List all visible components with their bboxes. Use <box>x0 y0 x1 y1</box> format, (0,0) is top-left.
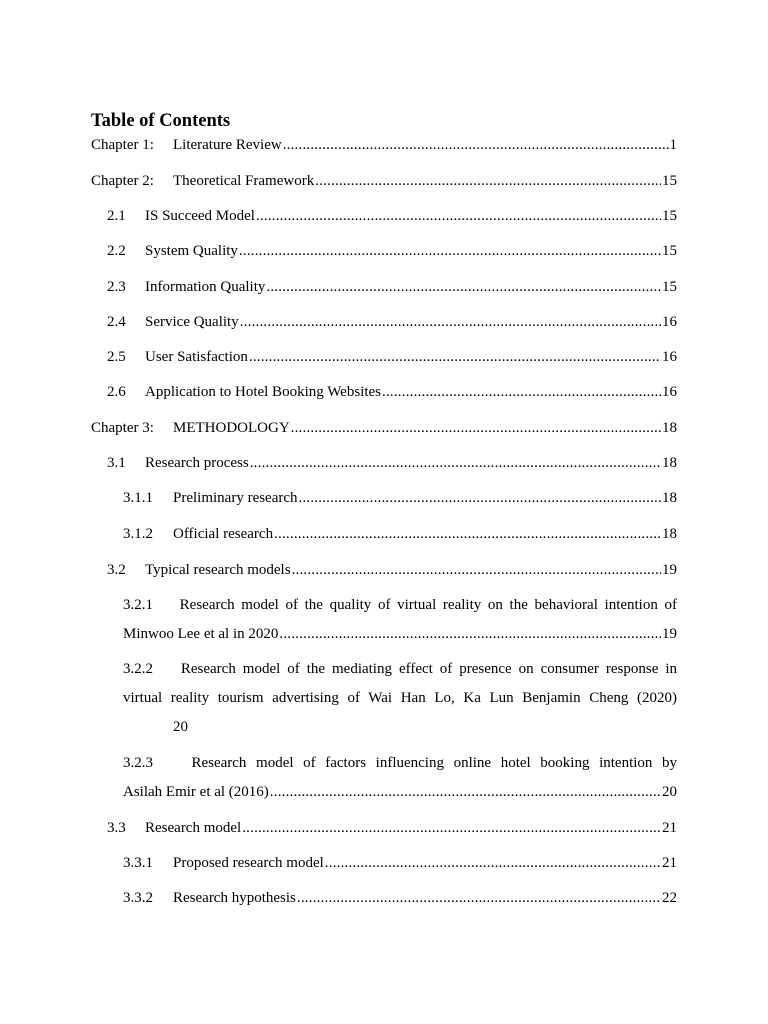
toc-entry-continuation[interactable] <box>173 718 188 736</box>
toc-entry-number: 3.1 <box>107 455 126 471</box>
toc-page-number: 18 <box>662 420 677 436</box>
toc-entry[interactable] <box>123 754 677 772</box>
toc-entry-number: 3.3 <box>107 820 126 836</box>
toc-entry-text: Application to Hotel Booking Websites <box>145 384 381 400</box>
toc-entry-number: Chapter 3: <box>91 420 154 436</box>
toc-title: Table of Contents <box>91 111 231 131</box>
toc-page-number: 22 <box>662 890 677 906</box>
toc-entry[interactable] <box>107 278 677 296</box>
toc-page-number: 1 <box>669 137 677 153</box>
toc-entry-number: 3.3.1 <box>123 855 153 871</box>
toc-entry[interactable] <box>107 207 677 225</box>
toc-entry-line1 <box>123 660 677 678</box>
toc-entry-number: 3.1.1 <box>123 490 153 506</box>
toc-entry-line1 <box>123 754 677 772</box>
toc-entry-number: Chapter 1: <box>91 137 154 153</box>
toc-entry-text: Asilah Emir et al (2016) <box>123 784 269 800</box>
toc-entry[interactable] <box>107 454 677 472</box>
toc-dot-leader <box>256 207 661 225</box>
toc-entry-text: Research hypothesis <box>173 890 296 906</box>
toc-page-number: 18 <box>662 490 677 506</box>
toc-page-number: 15 <box>662 208 677 224</box>
toc-dot-leader <box>240 313 661 331</box>
toc-entry-line1 <box>123 596 677 614</box>
toc-entry-number: 2.2 <box>107 243 126 259</box>
toc-entry-number: 3.2.1 <box>123 597 153 613</box>
toc-dot-leader <box>292 561 661 579</box>
toc-dot-leader <box>382 383 661 401</box>
toc-entry[interactable] <box>123 889 677 907</box>
toc-entry-text: Typical research models <box>145 562 291 578</box>
toc-entry[interactable] <box>91 172 677 190</box>
toc-entry[interactable] <box>107 313 677 331</box>
toc-page-number: 16 <box>662 314 677 330</box>
toc-page-number: 18 <box>662 455 677 471</box>
toc-page-number: 15 <box>662 173 677 189</box>
toc-entry-number: 2.6 <box>107 384 126 400</box>
toc-entry-text: Information Quality <box>145 279 266 295</box>
toc-entry-text: Proposed research model <box>173 855 324 871</box>
toc-entry[interactable] <box>107 561 677 579</box>
toc-entry-text: Research model of the mediating effect of presence on consumer response in <box>180 661 678 677</box>
toc-entry-continuation[interactable] <box>123 689 677 707</box>
toc-entry-text: Service Quality <box>145 314 239 330</box>
toc-dot-leader <box>299 489 661 507</box>
toc-entry-text: Research model <box>145 820 242 836</box>
toc-dot-leader <box>315 172 661 190</box>
toc-entry-text: Research model of the quality of virtual reality on the behavioral intention of <box>179 597 678 613</box>
toc-entry[interactable] <box>123 660 677 678</box>
toc-entry-text: virtual reality tourism advertising of Wai Han Lo, Ka Lun Benjamin Cheng (2020) <box>123 690 677 706</box>
toc-entry-number: 3.2 <box>107 562 126 578</box>
toc-entry-text: Literature Review <box>173 137 282 153</box>
toc-entry-number: 2.1 <box>107 208 126 224</box>
toc-page-number: 20 <box>173 719 188 735</box>
toc-dot-leader <box>242 819 661 837</box>
toc-entry-continuation[interactable] <box>123 783 677 801</box>
toc-page-number: 16 <box>662 384 677 400</box>
toc-entry-number: Chapter 2: <box>91 173 154 189</box>
toc-page-number: 18 <box>662 526 677 542</box>
toc-page-number: 21 <box>662 855 677 871</box>
toc-page-number: 15 <box>662 279 677 295</box>
toc-entry-text: IS Succeed Model <box>145 208 255 224</box>
toc-entry-continuation[interactable] <box>123 625 677 643</box>
toc-entry[interactable] <box>107 348 677 366</box>
toc-dot-leader <box>283 136 669 154</box>
toc-dot-leader <box>325 854 661 872</box>
toc-page-number: 19 <box>662 562 677 578</box>
toc-entry-text: Official research <box>173 526 274 542</box>
toc-page-number: 19 <box>662 626 677 642</box>
toc-dot-leader <box>297 889 661 907</box>
toc-entry-number: 3.1.2 <box>123 526 153 542</box>
toc-entry-number: 2.3 <box>107 279 126 295</box>
toc-entry-text: Preliminary research <box>173 490 298 506</box>
toc-entry-text: Theoretical Framework <box>173 173 315 189</box>
toc-dot-leader <box>250 454 661 472</box>
toc-entry-number: 3.2.3 <box>123 755 153 771</box>
toc-entry[interactable] <box>107 242 677 260</box>
toc-entry-text: Research process <box>145 455 249 471</box>
toc-entry-text: Research model of factors influencing online hotel booking intention by <box>191 755 678 771</box>
toc-entry[interactable] <box>123 854 677 872</box>
toc-entry-text: System Quality <box>145 243 238 259</box>
toc-page-number: 21 <box>662 820 677 836</box>
toc-dot-leader <box>266 278 661 296</box>
toc-page-number: 16 <box>662 349 677 365</box>
toc-entry[interactable] <box>123 525 677 543</box>
toc-entry[interactable] <box>91 136 677 154</box>
toc-page-number: 20 <box>662 784 677 800</box>
toc-entry-text: METHODOLOGY <box>173 420 290 436</box>
toc-page-number: 15 <box>662 243 677 259</box>
toc-entry[interactable] <box>123 596 677 614</box>
toc-entry-number: 2.5 <box>107 349 126 365</box>
toc-dot-leader <box>279 625 661 643</box>
toc-entry[interactable] <box>107 819 677 837</box>
toc-entry-number: 3.2.2 <box>123 661 153 677</box>
toc-entry-text: User Satisfaction <box>145 349 248 365</box>
toc-dot-leader <box>270 783 661 801</box>
toc-entry[interactable] <box>123 489 677 507</box>
toc-dot-leader <box>249 348 661 366</box>
toc-entry[interactable] <box>91 419 677 437</box>
toc-entry-text: Minwoo Lee et al in 2020 <box>123 626 279 642</box>
toc-entry[interactable] <box>107 383 677 401</box>
toc-entry-number: 2.4 <box>107 314 126 330</box>
toc-dot-leader <box>239 242 661 260</box>
toc-dot-leader <box>291 419 661 437</box>
toc-dot-leader <box>274 525 661 543</box>
toc-entry-number: 3.3.2 <box>123 890 153 906</box>
